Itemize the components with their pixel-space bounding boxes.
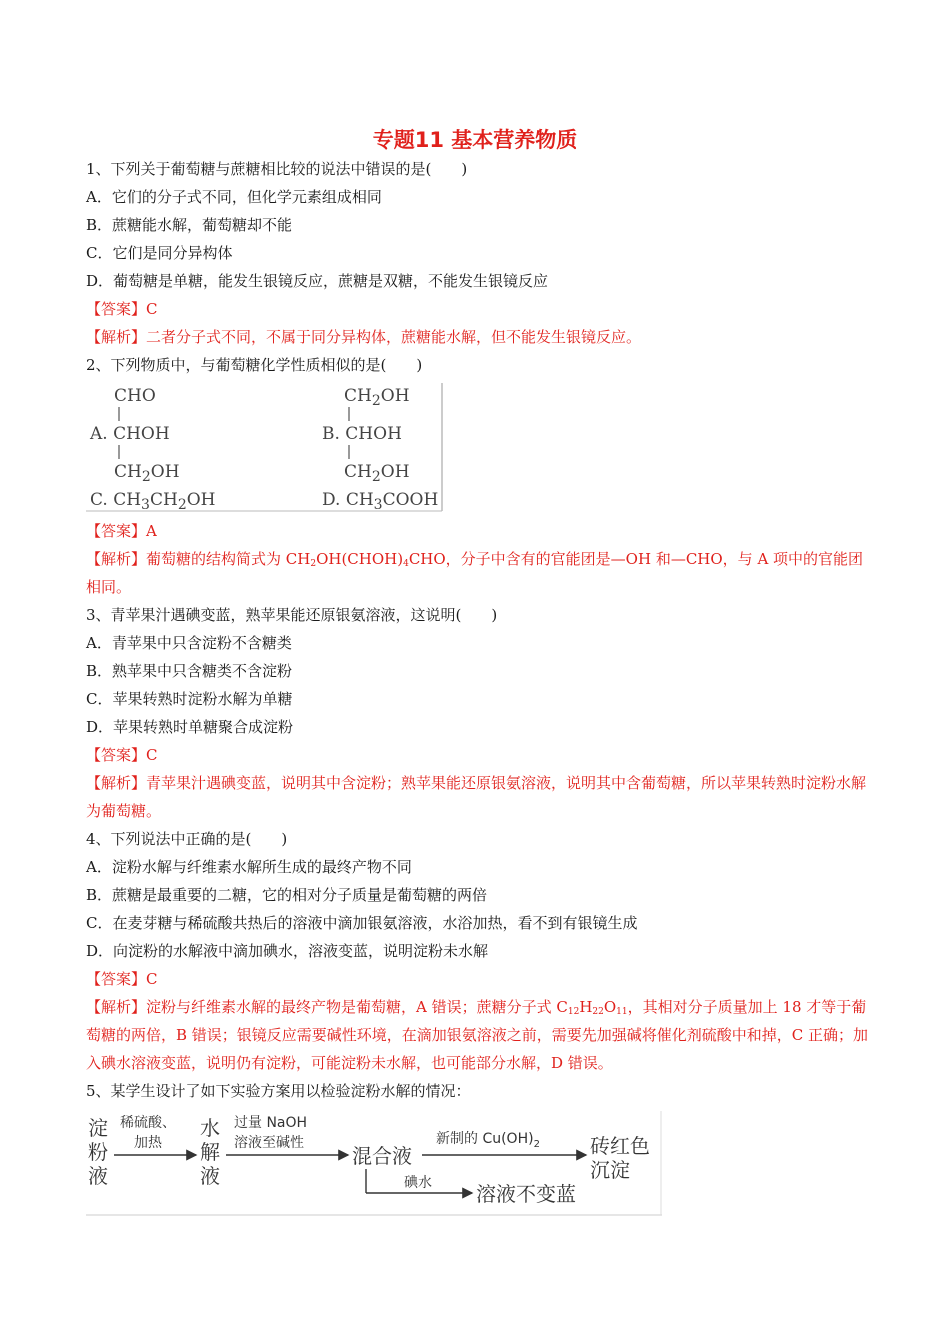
option-d: D．向淀粉的水解液中滴加碘水，溶液变蓝，说明淀粉未水解 [86, 942, 489, 960]
page-title: 专题11 基本营养物质 [372, 128, 578, 152]
question-stem: 1、下列关于葡萄糖与蔗糖相比较的说法中错误的是( ) [86, 160, 468, 178]
option-c: C．苹果转熟时淀粉水解为单糖 [86, 690, 293, 708]
option-b: B．蔗糖能水解，葡萄糖却不能 [86, 216, 293, 234]
option-a-middle-group: A. CHOH [90, 424, 170, 444]
option-d: D．苹果转熟时单糖聚合成淀粉 [86, 718, 294, 736]
reagent-label: 碘水 [404, 1175, 432, 1191]
option-d: D．葡萄糖是单糖，能发生银镜反应，蔗糖是双糖，不能发生银镜反应 [86, 272, 549, 290]
question-5 [86, 1077, 870, 1217]
option-c-formula: C. $CH_3CH_2OH$ [90, 490, 216, 513]
result-precipitate-label: 沉淀 [590, 1158, 630, 1182]
answer: 【答案】C [86, 300, 158, 318]
reagent-label: 稀硫酸、 [120, 1115, 176, 1131]
condition-label: 溶液至碱性 [234, 1135, 304, 1151]
analysis: 【解析】淀粉与纤维素水解的最终产物是葡萄糖，A 错误；蔗糖分子式 $C_{12}H_{22}O_{11}$，其相对分子质量加上 18 才等于葡萄糖的两倍，B 错误；银镜反应需要碱性环境，在滴加银氨溶液之前，需要先加强碱将催化剂硫酸中和掉，C 正确；加入碘水溶液变蓝，说明仍有淀粉，可能淀粉未水解，也可能部分水解，D 错误。 [86, 998, 869, 1072]
document-body [86, 155, 870, 1217]
question-stem: 4、下列说法中正确的是( ) [86, 830, 288, 848]
question-stem: 5、某学生设计了如下实验方案用以检验淀粉水解的情况： [86, 1082, 471, 1100]
analysis: 【解析】二者分子式不同，不属于同分异构体，蔗糖能水解，但不能发生银镜反应。 [86, 328, 642, 346]
option-c: C．它们是同分异构体 [86, 244, 233, 262]
result-no-blue-label: 溶液不变蓝 [476, 1182, 576, 1206]
option-a: A．它们的分子式不同，但化学元素组成相同 [86, 188, 382, 206]
analysis: 【解析】葡萄糖的结构简式为 $CH_2OH(CHOH)_4CHO$，分子中含有的官能团是—OH 和—CHO，与 A 项中的官能团相同。 [86, 550, 864, 596]
starch-solution-char: 液 [88, 1164, 108, 1188]
hydrolysate-char: 液 [200, 1164, 220, 1188]
starch-solution-char: 粉 [88, 1140, 108, 1164]
reagent-label: 过量 NaOH [234, 1115, 308, 1131]
reagent-label: 新制的 $Cu(OH)_2$ [436, 1131, 540, 1150]
option-b-bottom-group: $CH_2OH$ [344, 462, 410, 485]
option-a-bottom-group: $CH_2OH$ [114, 462, 180, 485]
starch-solution-char: 淀 [88, 1116, 108, 1140]
question-stem: 3、青苹果汁遇碘变蓝，熟苹果能还原银氨溶液，这说明( ) [86, 606, 498, 624]
structure-formula-figure [86, 381, 446, 513]
experiment-flow-diagram [86, 1109, 666, 1217]
result-precipitate-label: 砖红色 [590, 1134, 650, 1158]
hydrolysate-char: 解 [200, 1140, 220, 1164]
option-b-middle-group: B. CHOH [322, 424, 402, 444]
answer: 【答案】C [86, 970, 158, 988]
answer: 【答案】C [86, 746, 158, 764]
question-3 [86, 601, 870, 825]
analysis: 【解析】青苹果汁遇碘变蓝，说明其中含淀粉；熟苹果能还原银氨溶液，说明其中含葡萄糖，所以苹果转熟时淀粉水解为葡萄糖。 [86, 774, 867, 820]
question-1 [86, 155, 870, 351]
option-b: B．蔗糖是最重要的二糖，它的相对分子质量是葡萄糖的两倍 [86, 886, 488, 904]
question-2 [86, 351, 870, 601]
option-b-top-group: $CH_2OH$ [344, 386, 410, 409]
question-stem: 2、下列物质中，与葡萄糖化学性质相似的是( ) [86, 356, 423, 374]
option-a: A．淀粉水解与纤维素水解所生成的最终产物不同 [86, 858, 412, 876]
mixture-label: 混合液 [352, 1144, 412, 1168]
option-b: B．熟苹果中只含糖类不含淀粉 [86, 662, 293, 680]
option-c: C．在麦芽糖与稀硫酸共热后的溶液中滴加银氨溶液，水浴加热，看不到有银镜生成 [86, 914, 638, 932]
hydrolysate-char: 水 [200, 1116, 220, 1140]
option-d-formula: D. $CH_3COOH$ [322, 490, 439, 513]
option-a-top-group: CHO [114, 386, 156, 406]
option-a: A．青苹果中只含淀粉不含糖类 [86, 634, 292, 652]
answer: 【答案】A [86, 522, 157, 540]
condition-label: 加热 [134, 1135, 162, 1151]
question-4 [86, 825, 870, 1077]
